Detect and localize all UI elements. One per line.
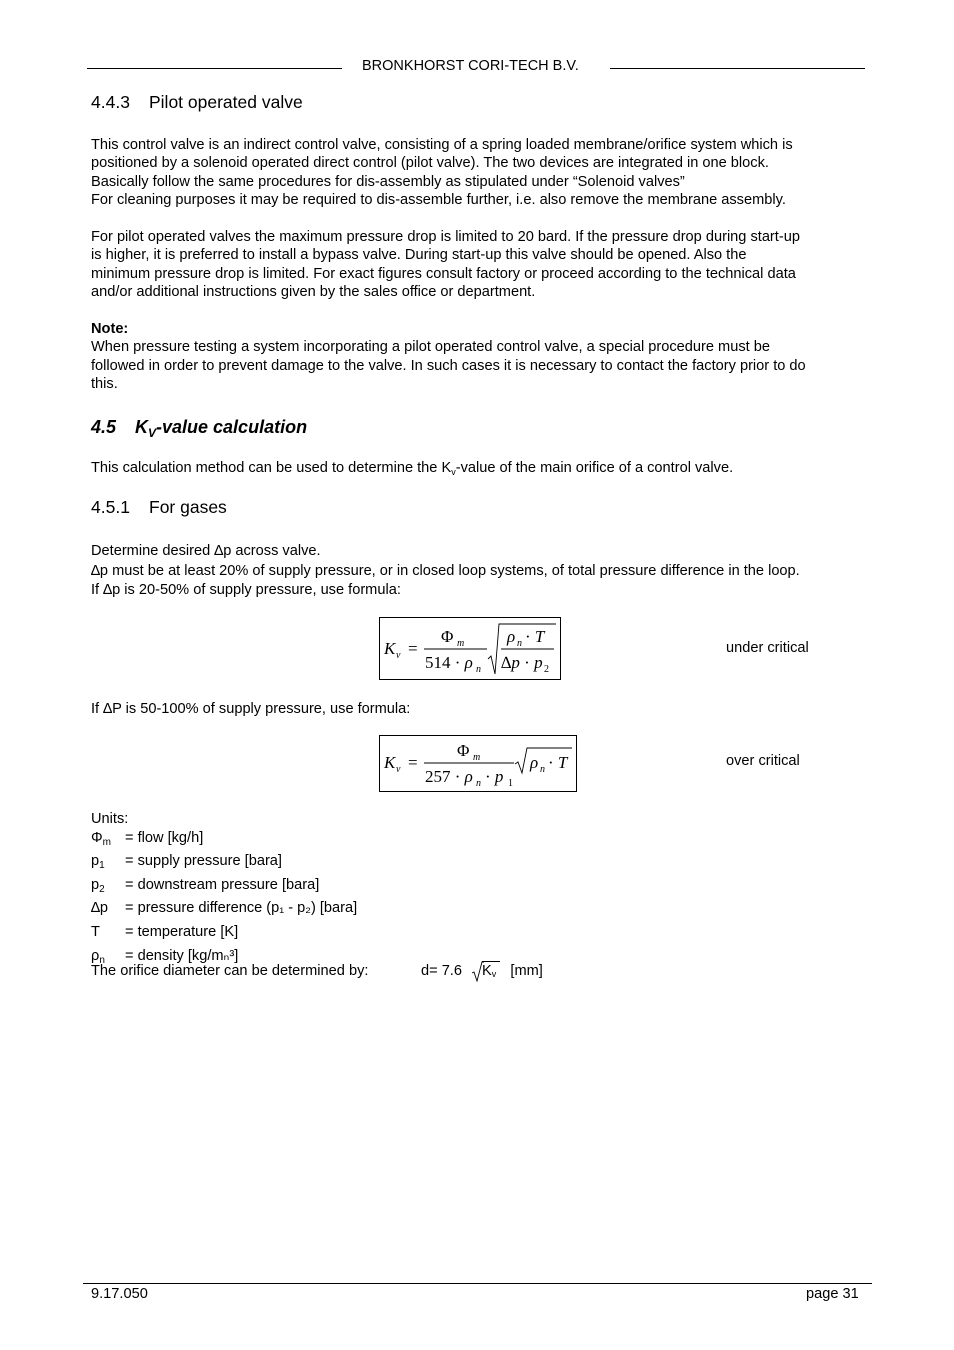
formula1-coefficient: 514	[425, 653, 451, 672]
unit-description: = temperature [K]	[125, 923, 239, 940]
formula-over-critical-label: over critical	[726, 753, 800, 769]
orifice-root: K	[482, 963, 492, 979]
formula2-coefficient: 257	[425, 767, 451, 786]
text-line: If ∆P is 50-100% of supply pressure, use formula:	[91, 701, 411, 717]
units-list	[91, 810, 357, 970]
text-line: Basically follow the same procedures for dis-assembly as stipulated under “Solenoid valves”	[91, 173, 685, 190]
unit-description: = density [kg/mₙ³]	[125, 947, 239, 964]
svg-text:n: n	[540, 764, 545, 775]
svg-text:K: K	[384, 753, 396, 772]
note-block	[91, 320, 806, 394]
text-line: followed in order to prevent damage to the valve. In such cases it is necessary to contact the factory prior to do	[91, 357, 806, 374]
unit-row	[91, 876, 357, 900]
footer-page: page 31	[806, 1286, 859, 1302]
svg-text:· T: · T	[548, 753, 568, 772]
svg-text:n: n	[517, 638, 522, 649]
formula-over-critical-svg	[380, 736, 576, 791]
text-sub: v	[451, 467, 456, 477]
text-line: and/or additional instructions given by the sales office or department.	[91, 284, 536, 301]
svg-text:m: m	[473, 752, 481, 763]
svg-text:2: 2	[544, 664, 549, 675]
unit-symbol: ∆p	[91, 900, 109, 917]
heading-number: 4.4.3	[91, 92, 130, 112]
svg-text:1: 1	[508, 778, 513, 789]
text-line: ∆p must be at least 20% of supply pressure, or in closed loop systems, of total pressure difference in the loop.	[91, 562, 800, 579]
heading-4-4-3	[91, 92, 303, 113]
heading-k: K	[135, 417, 148, 437]
unit-row	[91, 852, 357, 876]
unit-symbol: T	[91, 923, 100, 940]
svg-text:· T: · T	[525, 627, 545, 646]
heading-title: Pilot operated valve	[149, 92, 303, 112]
heading-number: 4.5.1	[91, 497, 130, 517]
text-line: This control valve is an indirect control valve, consisting of a spring loaded membrane/orifice system which is	[91, 137, 793, 153]
svg-text:Φ: Φ	[441, 627, 454, 646]
heading-4-5	[91, 417, 307, 440]
svg-text:v: v	[396, 764, 401, 775]
svg-text:=: =	[408, 753, 418, 772]
svg-text:v: v	[396, 650, 401, 661]
heading-k-sub: V	[148, 426, 157, 440]
svg-text:257 · ρ: 257 · ρ	[425, 767, 473, 786]
header-rule-left	[87, 68, 342, 69]
text-line: If ∆p is 20-50% of supply pressure, use formula:	[91, 582, 401, 599]
text-line: Determine desired ∆p across valve.	[91, 543, 321, 559]
text-span: -value of the main orifice of a control valve.	[455, 460, 734, 476]
paragraph-over-critical	[91, 700, 410, 718]
svg-text:=: =	[408, 639, 418, 658]
footer-rule	[83, 1283, 872, 1284]
text-line: positioned by a solenoid operated direct control (pilot valve). The two devices are integrated in one block.	[91, 155, 769, 172]
footer-doc-number: 9.17.050	[91, 1286, 148, 1302]
svg-text:ρ: ρ	[507, 627, 516, 646]
unit-description: = supply pressure [bara]	[125, 853, 282, 870]
unit-symbol: $\rho_n$	[91, 947, 105, 966]
header-company: BRONKHORST CORI-TECH B.V.	[362, 58, 579, 74]
svg-text:K: K	[384, 639, 396, 658]
paragraph-pilot-1	[91, 136, 793, 210]
unit-symbol: $p_1$	[91, 853, 105, 872]
unit-row	[91, 829, 357, 853]
svg-text:ρ: ρ	[530, 753, 539, 772]
svg-text:∆p · p: ∆p · p	[501, 653, 543, 672]
svg-text:m: m	[457, 638, 465, 649]
text-line: When pressure testing a system incorporating a pilot operated control valve, a special procedure must be	[91, 339, 770, 356]
formula-over-critical	[379, 735, 577, 792]
text-line: For cleaning purposes it may be required to dis-assemble further, i.e. also remove the membrane assembly.	[91, 192, 786, 209]
header-rule-right	[610, 68, 865, 69]
orifice-text: The orifice diameter can be determined by:	[91, 963, 369, 979]
text-line: minimum pressure drop is limited. For exact figures consult factory or proceed according to the technical data	[91, 265, 796, 282]
sqrt-glyph	[472, 960, 484, 982]
svg-text:n: n	[476, 778, 481, 789]
svg-text:Φ: Φ	[457, 741, 470, 760]
orifice-formula-pre: d= 7.6	[421, 963, 462, 979]
heading-number: 4.5	[91, 417, 117, 437]
svg-text:514 · ρ: 514 · ρ	[425, 653, 473, 672]
unit-symbol: $\Phi_m$	[91, 829, 111, 848]
paragraph-gases	[91, 542, 800, 601]
orifice-unit: [mm]	[510, 963, 543, 979]
text-line: is higher, it is preferred to install a bypass valve. During start-up this valve should be opened. Also the	[91, 247, 747, 264]
paragraph-pilot-2	[91, 228, 800, 302]
note-label: Note:	[91, 321, 129, 337]
sqrt-sign	[472, 962, 502, 983]
units-title: Units:	[91, 811, 129, 827]
heading-title: For gases	[149, 497, 227, 517]
unit-row	[91, 923, 357, 947]
text-line: For pilot operated valves the maximum pressure drop is limited to 20 bard. If the pressure drop during start-up	[91, 229, 800, 245]
unit-symbol: $p_2$	[91, 876, 105, 895]
heading-4-5-1	[91, 497, 227, 518]
unit-row	[91, 899, 357, 923]
formula-under-critical-label: under critical	[726, 640, 809, 656]
formula-under-critical	[379, 617, 561, 680]
orifice-formula	[421, 962, 543, 983]
text-span: This calculation method can be used to determine the K	[91, 460, 452, 476]
unit-description: = pressure difference (p₁ - p₂) [bara]	[125, 900, 358, 917]
svg-text:· p: · p	[485, 767, 504, 786]
text-line: this.	[91, 376, 118, 393]
unit-description: = downstream pressure [bara]	[125, 876, 320, 893]
unit-description: = flow [kg/h]	[125, 829, 204, 846]
heading-title: -value calculation	[156, 417, 308, 437]
formula-under-critical-svg	[380, 618, 560, 679]
svg-text:n: n	[476, 664, 481, 675]
orifice-root-sub: v	[491, 969, 497, 979]
paragraph-kv-intro	[91, 459, 733, 481]
